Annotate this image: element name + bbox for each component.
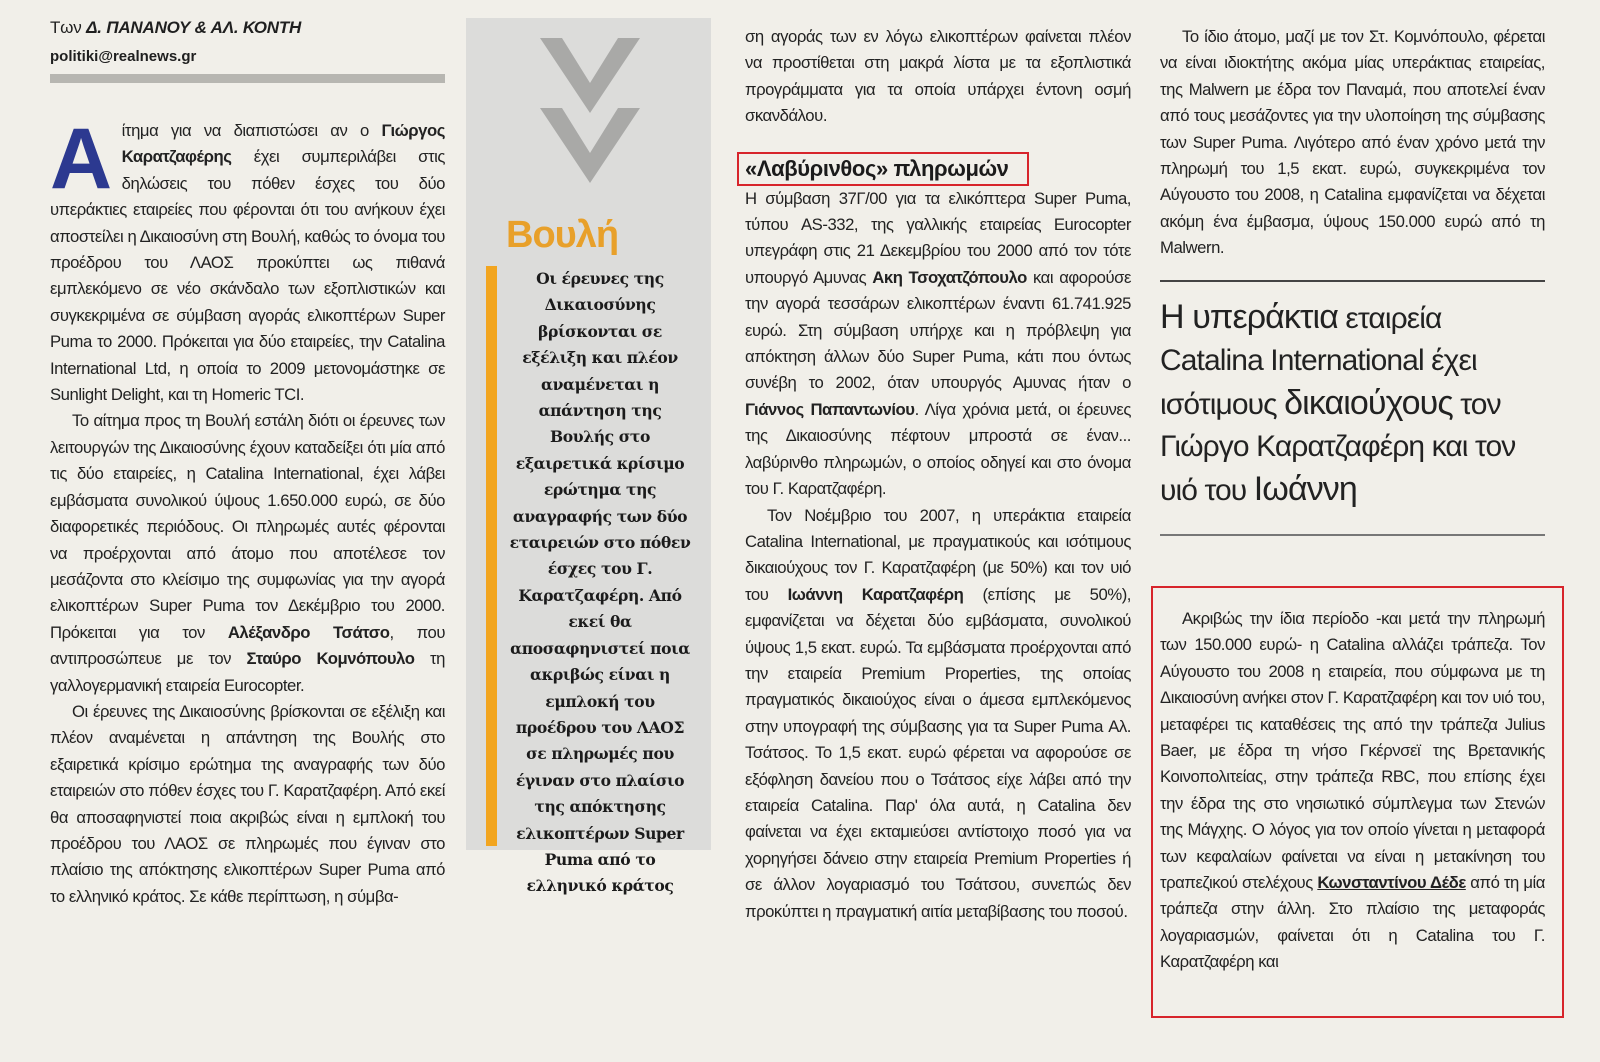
column-4-top-text: Το ίδιο άτομο, μαζί με τον Στ. Κομνόπουλο, φέρεται να είναι ιδιοκτήτης ακόμα μίας υπεράκτιας εταιρείας, της Malwern με έδρα τον Παναμά, που αποτελεί έναν από τους μεσάζοντες για την υλοποίηση της σύμβασης των Super Puma. Λιγότερο από έναν χρόνο μετά την πληρωμή του 1,5 εκατ. ευρώ, συγκεκριμένα τον Αύγουστο του 2008, η Catalina εμφανίζεται να δέχεται ακόμη ένα έμβασμα, ύψους 150.000 ευρώ από τη Malwern. xyxy=(1160,27,1545,258)
article-column-4 xyxy=(1160,24,1545,536)
paragraph: Το αίτημα προς τη Βουλή εστάλη διότι οι έρευνες των λειτουργών της Δικαιοσύνης έχουν καταδείξει ότι μία από τις δύο εταιρείες, η Catalina International, έχει λάβει εμβάσματα συνολικού ύψους 1.650.000 ευρώ, σε δύο διαφορετικές περιόδους. Οι πληρωμές αυτές φέρονται να προέρχονται από άτομο που αποτέλεσε τον μεσάζοντα στο κλείσιμο της συμφωνίας για την αγορά ελικοπτέρων Super Puma τον Δεκέμβριο του 2000. Πρόκειται για τον Αλέξανδρο Τσάτσο, που αντιπροσώπευε με τον Σταύρο Κομνόπουλο τη γαλλογερμανική εταιρεία Eurocopter. xyxy=(50,411,446,695)
divider xyxy=(1160,280,1545,282)
column-1-text xyxy=(50,111,446,910)
sidebar-box xyxy=(466,18,711,896)
author-email: politiki@realnews.gr xyxy=(50,48,197,65)
highlighted-paragraph: Ακριβώς την ίδια περίοδο -και μετά την πληρωμή των 150.000 ευρώ- η Catalina αλλάζει τράπεζα. Τον Αύγουστο του 2008 η εταιρεία, που σύμφωνα με τη Δικαιοσύνη ανήκει στον Γ. Καρατζαφέρη και τον υιό του, μεταφέρει τις καταθέσεις της από την τράπεζα Julius Baer, με έδρα τη νήσο Γκέρνσεϊ της Βρετανικής Κοινοπολιτείας, στην τράπεζα RBC, που επίσης έχει την έδρα της στο νησιωτικό σύμπλεγμα των Στενών της Μάγχης. Ο λόγος για τον οποίο γίνεται η μεταφορά των κεφαλαίων φαίνεται να είναι η μετακίνηση του τραπεζικού στελέχους Κωνσταντίνου Δέδε από τη μία τράπεζα στην άλλη. Στο πλαίσιο της μεταφοράς λογαριασμών, φαίνεται ότι η Catalina του Γ. Καρατζαφέρη και xyxy=(1160,609,1545,972)
sidebar-title: Βουλή xyxy=(506,214,619,256)
sidebar-text: Οι έρευνες της Δικαιοσύνης βρίσκονται σε εξέλιξη και πλέον αναμένεται η απάντηση της Βουλής στο εξαιρετικά κρίσιμο ερώτημα της αναγραφής των δύο εταιρειών στο πόθεν έσχες του Γ. Καρατζαφέρη. Από εκεί θα αποσαφηνιστεί ποια ακριβώς είναι η εμπλοκή του προέδρου του ΛΑΟΣ σε πληρωμές που έγιναν στο πλαίσιο της απόκτησης ελικοπτέρων Super Puma από το ελληνικό κράτος xyxy=(509,269,691,896)
grey-divider xyxy=(50,74,445,83)
article-column-3 xyxy=(745,24,1131,925)
divider xyxy=(1160,534,1545,536)
double-chevron-down-icon xyxy=(540,38,640,188)
section-subhead: «Λαβύρινθος» πληρωμών xyxy=(737,152,1029,186)
pull-quote: Η υπεράκτια εταιρεία Catalina International έχει ισότιμους δικαιούχους τον Γιώργο Καρατζαφέρη και τον υιό του Ιωάννη xyxy=(1160,297,1516,508)
paragraph: Η σύμβαση 37Γ/00 για τα ελικόπτερα Super Puma, τύπου AS-332, της γαλλικής εταιρείας Eurocopter υπεγράφη στις 21 Δεκεμβρίου του 2000 από τον τότε υπουργό Αμυνας Ακη Τσοχατζόπουλο και αφορούσε την αγορά τεσσάρων ελικοπτέρων έναντι 61.741.925 ευρώ. Στη σύμβαση υπήρχε και η πρόβλεψη για απόκτηση άλλων δύο Super Puma, κάτι που όντως συνέβη το 2002, όταν υπουργός Αμυνας ήταν ο Γιάννος Παπαντωνίου. Λίγα χρόνια μετά, οι έρευνες της Δικαιοσύνης πέφτουν μπροστά σε έναν... λαβύρινθο πληρωμών, ο οποίος οδηγεί και στο όνομα του Γ. Καρατζαφέρη. xyxy=(745,188,1132,499)
column-3-text xyxy=(745,186,1131,925)
byline: Των Δ. ΠΑΝΑΝΟΥ & ΑΛ. ΚΟΝΤΗ xyxy=(50,18,302,37)
column-3-top-text: ση αγοράς των εν λόγω ελικοπτέρων φαίνεται πλέον να προστίθεται στη μακρά λίστα με τα εξοπλιστικά προγράμματα για τα οποία υπάρχει έντονη οσμή σκανδάλου. xyxy=(745,27,1131,126)
sidebar-accent-bar xyxy=(486,266,497,846)
paragraph: Αίτημα για να διαπιστώσει αν ο Γιώργος Καρατζαφέρης έχει συμπεριλάβει στις δηλώσεις του πόθεν έσχες του δύο υπεράκτιες εταιρείες που φέρονται ότι του ανήκουν έχει αποστείλει η Δικαιοσύνη στη Βουλή, καθώς το όνομα του προέδρου του ΛΑΟΣ προκύπτει ως πιθανά εμπλεκόμενο σε νέο σκάνδαλο των εξοπλιστικών και συγκεκριμένα σε σύμβαση αγοράς ελικοπτέρων Super Puma το 2000. Πρόκειται για δύο εταιρείες, την Catalina International Ltd, η οποία το 2009 μετονομάστηκε σε Sunlight Delight, και τη Homeric TCI. xyxy=(50,111,445,405)
paragraph: Οι έρευνες της Δικαιοσύνης βρίσκονται σε εξέλιξη και πλέον αναμένεται η απάντηση της Βουλής στο εξαιρετικά κρίσιμο ερώτημα της αναγραφής των δύο εταιρειών στο πόθεν έσχες του Γ. Καρατζαφέρη. Από εκεί θα αποσαφηνιστεί ποια ακριβώς είναι η εμπλοκή του προέδρου του ΛΑΟΣ σε πληρωμές που έγιναν στο πλαίσιο της απόκτησης ελικοπτέρων Super Puma από το ελληνικό κράτος. Σε κάθε περίπτωση, η σύμβα- xyxy=(50,701,445,906)
paragraph: Τον Νοέμβριο του 2007, η υπεράκτια εταιρεία Catalina International, με πραγματικούς και ισότιμους δικαιούχους τον Γ. Καρατζαφέρη (με 50%) και τον υιό του Ιωάννη Καρατζαφέρη (επίσης με 50%), εμφανίζεται να δέχεται δύο εμβάσματα, συνολικού ύψους 1,5 εκατ. ευρώ. Τα εμβάσματα προέρχονται από την εταιρεία Premium Properties, της οποίας πραγματικός δικαιούχος είναι ο άμεσα εμπλεκόμενος στην υπογραφή της σύμβασης για τα Super Puma Αλ. Τσάτσος. Το 1,5 εκατ. ευρώ φέρεται να αφορούσε σε εξόφληση δανείου που ο Τσάτσος είχε λάβει από την εταιρεία Catalina. Παρ' όλα αυτά, η Catalina δεν φαίνεται να έχει εκταμιεύσει αντίστοιχο ποσό για να χορηγήσει δάνειο στην εταιρεία Premium Properties ή σε άλλον λογαριασμό του Τσάτσου, συνεπώς δεν προκύπτει η πραγματική αιτία μεταβίβασης του ποσού. xyxy=(745,505,1131,921)
byline-authors: Δ. ΠΑΝΑΝΟΥ & ΑΛ. ΚΟΝΤΗ xyxy=(86,18,302,37)
article-column-1 xyxy=(50,18,445,910)
drop-cap: Α xyxy=(50,111,112,207)
